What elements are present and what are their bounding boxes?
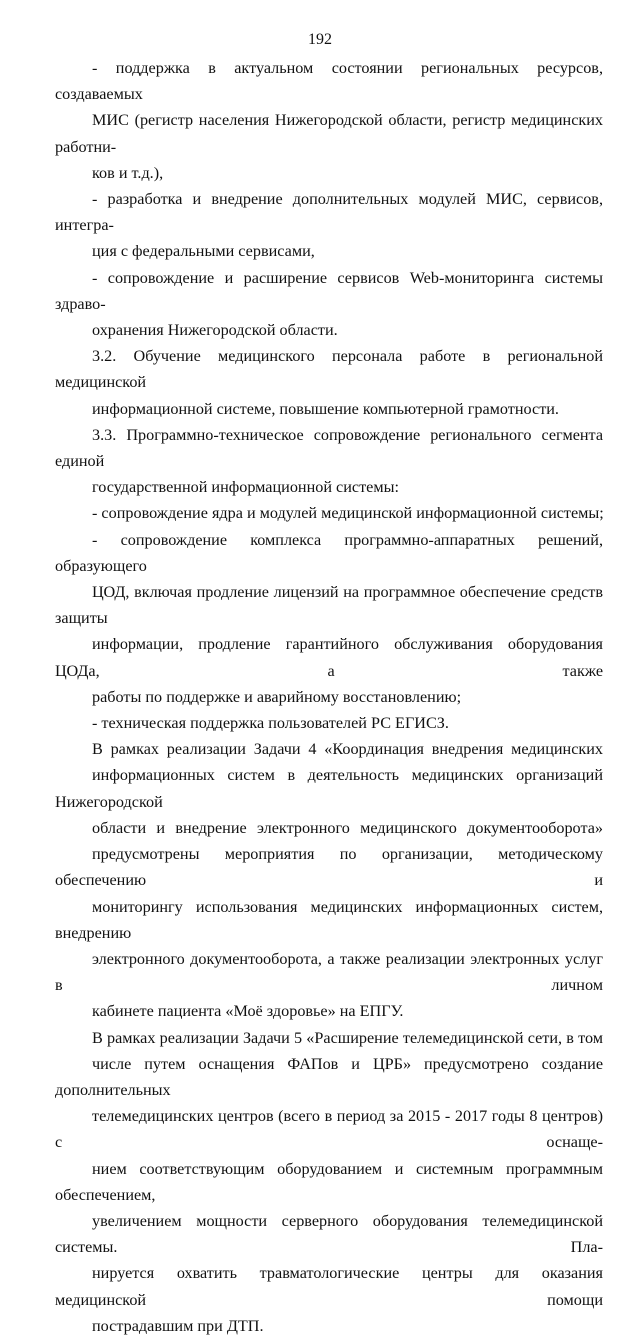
text-line: телемедицинских центров (всего в период за 2015 - 2017 годы 8 центров) с оснаще- [55,1107,603,1152]
text-line: предусмотрены мероприятия по организации, методическому обеспечению и [55,845,603,890]
text-line: кабинете пациента «Моё здоровье» на ЕПГУ. [92,1002,404,1021]
paragraph [55,527,603,710]
text-line: области и внедрение электронного медицинского документооборота» [92,818,603,837]
text-line: пострадавшим при ДТП. [92,1316,264,1335]
text-line: - техническая поддержка пользователей РС ЕГИСЗ. [92,714,449,733]
text-line: ЦОД, включая продление лицензий на программное обеспечение средств защиты [55,583,603,628]
text-line: - сопровождение ядра и модулей медицинской информационной системы; [92,504,604,523]
document-body [55,55,603,1339]
text-line: охранения Нижегородской области. [92,321,338,340]
paragraph [55,55,603,186]
paragraph [55,422,603,501]
text-line: информационных систем в деятельность медицинских организаций Нижегородской [55,766,603,811]
text-line: нием соответствующим оборудованием и системным программным обеспечением, [55,1159,603,1204]
paragraph [55,736,603,1024]
paragraph [55,1025,603,1339]
paragraph [55,265,603,344]
text-line: информации, продление гарантийного обслуживания оборудования ЦОДа, а также [55,635,603,680]
text-line: В рамках реализации Задачи 5 «Расширение телемедицинской сети, в том [92,1028,603,1047]
text-line: 3.2. Обучение медицинского персонала работе в региональной медицинской [55,347,603,392]
text-line: - поддержка в актуальном состоянии региональных ресурсов, создаваемых [55,59,603,104]
paragraph [55,710,603,736]
text-line: нируется охватить травматологические центры для оказания медицинской помощи [55,1264,603,1309]
text-line: государственной информационной системы: [92,478,399,497]
text-line: мониторингу использования медицинских информационных систем, внедрению [55,897,603,942]
text-line: - разработка и внедрение дополнительных модулей МИС, сервисов, интегра- [55,190,603,235]
paragraph [55,500,603,526]
text-line: 3.3. Программно-техническое сопровождение регионального сегмента единой [55,425,603,471]
page-number: 192 [308,31,332,48]
text-line: увеличением мощности серверного оборудования телемедицинской системы. Пла- [55,1211,603,1257]
text-line: МИС (регистр населения Нижегородской области, регистр медицинских работни- [55,111,603,156]
paragraph [55,186,603,265]
text-line: числе путем оснащения ФАПов и ЦРБ» предусмотрено создание дополнительных [55,1054,603,1099]
paragraph [55,343,603,422]
text-line: работы по поддержке и аварийному восстановлению; [92,687,462,706]
text-line: электронного документооборота, а также реализации электронных услуг в личном [55,949,603,995]
text-line: ция с федеральными сервисами, [92,242,315,261]
text-line: информационной системе, повышение компьютерной грамотности. [92,399,559,418]
text-line: - сопровождение комплекса программно-аппаратных решений, образующего [55,530,603,575]
text-line: - сопровождение и расширение сервисов Web-мониторинга системы здраво- [55,268,603,313]
text-line: ков и т.д.), [92,163,164,182]
text-line: В рамках реализации Задачи 4 «Координация внедрения медицинских [92,740,603,759]
